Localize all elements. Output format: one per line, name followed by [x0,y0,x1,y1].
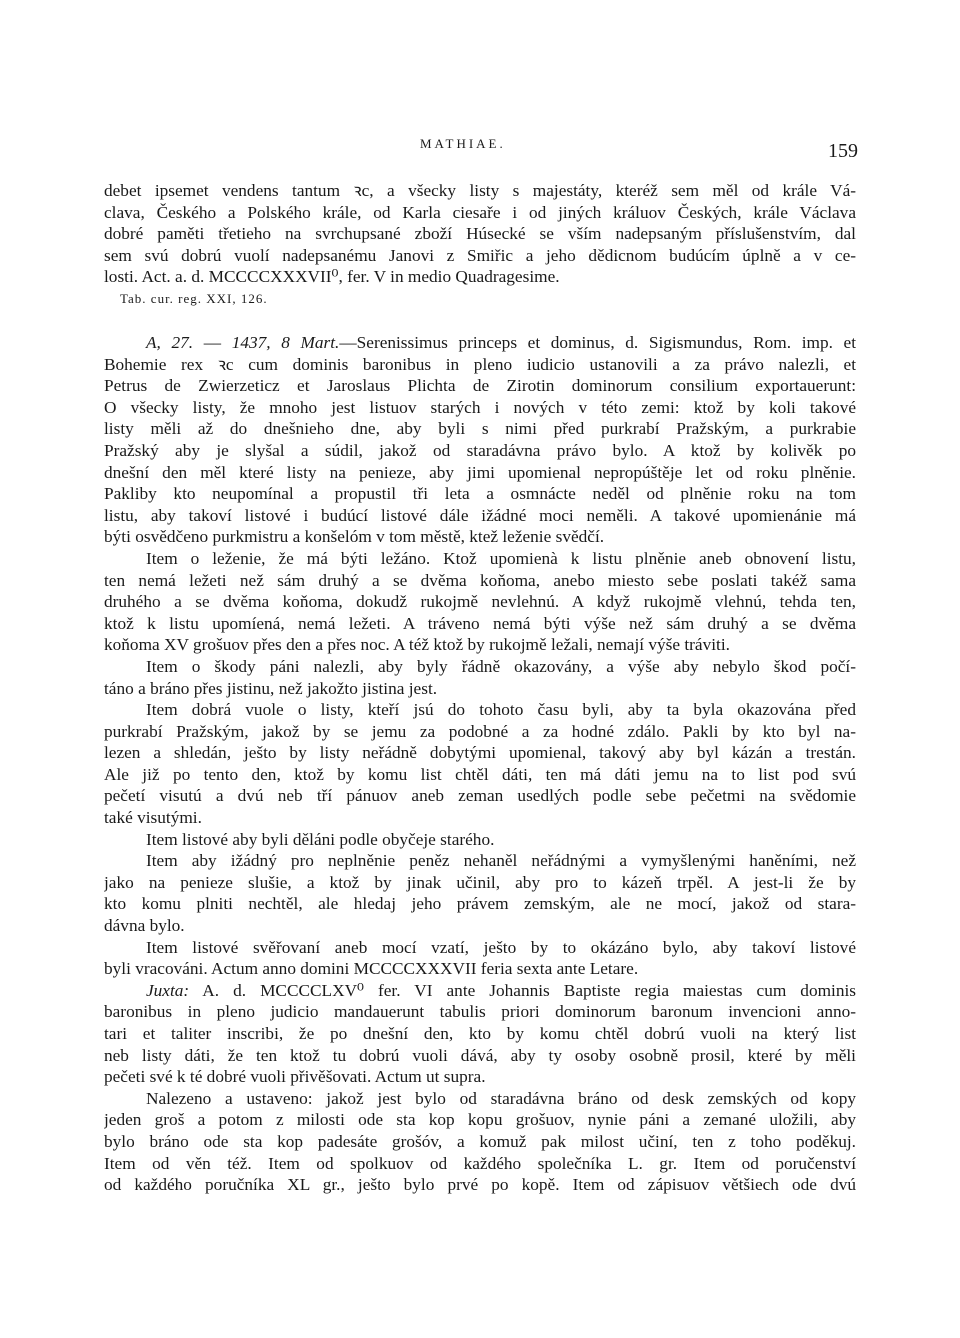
text-line: Bohemie rex ꝛc cum dominis baronibus in pleno iudicio ustanovili a za právo nalezli, et [104,354,856,374]
text-line: O všecky listy, že mnoho jest listuov starých i nových v této zemi: ktož by koli takové [104,397,856,417]
text-line: Petrus de Zwierzeticz et Jaroslaus Plichta de Zirotin dominorum consilium exportauerunt: [104,376,856,396]
text-line: pečeti své k té dobré vuoli přivěšovati. Actum ut supra. [104,1067,486,1087]
text-line: listy měli až do dnešnieho dne, aby byli s nimi před purkrabí Pražským, a purkrabie [104,419,856,439]
text-line: Ale již po tento den, ktož by komu list chtěl dáti, ten má dáti jemu na to list pod svú [104,764,856,784]
entry-a27 [104,332,856,1196]
text-line: Item o škody páni nalezli, aby byly řádně okazovány, a výše aby nebylo škod počí- [146,656,856,676]
text-line: dnešní den měl které listy na penieze, aby jimi upomienal nepropúštěje let od roku plněnie. [104,462,856,482]
text-line: lezen a shledán, ješto by listy neřádně dobytými upomienal, takový aby byl kázán a trestán. [104,743,856,763]
text-line: losti. Act. a. d. MCCCCXXXVII⁰, fer. V in medio Quadragesime. [104,267,560,287]
text-line: Pražský aby je slyšal a súdil, jakož od staradávna právo bylo. A ktož by kolivěk po [104,440,856,460]
text-line: bylo bráno ode sta kop padesáte grošóv, a komuž pak milost učiní, ten z toho poděkuj. [104,1131,856,1151]
text-line: tari et taliter inscribi, že po dnešní den, kto by komu chtěl dobrú vuoli na který list [104,1024,856,1043]
text-line: dobré paměti třetieho na svrchupsané zboží Húsecké se vším nadepsaným příslušenstvím, dal [104,224,856,244]
text-line: listu, aby takoví listové i budúcí listové dále ižádné moci neměli. A takové upomienánie má [104,505,856,525]
text-line: Item listové aby byli děláni podle obyčeje starého. [146,829,495,849]
text-line: také visutými. [104,808,202,828]
text-line: purkrabí Pražským, jakož by se jemu za podobné a za hodné zdálo. Pakli by kto byl na- [104,721,856,741]
source-reference: Tab. cur. reg. XXI, 126. [120,290,268,306]
text-line: byli vracováni. Actum anno domini MCCCCXXXVII feria sexta ante Letare. [104,959,639,979]
text-line: Item o leženie, že má býti ležáno. Ktož upomienà k listu plněnie aneb obnovení listu, [146,548,856,568]
juxta-label: Juxta: [146,980,190,1000]
text-line: kto komu plniti nechtěl, ale hledaj jeho právem zemským, ale ne mocí, jakož od stara- [104,894,856,914]
text-line: neb listy dáti, že ten ktož tu dobrú vuoli dává, aby ty osoby osobně prosil, které by měli [104,1045,856,1065]
entry-dash: — [193,333,232,352]
text-line: clava, Českého a Polského krále, od Karla ciesaře i od jiných králuov Českých, krále Václava [104,202,856,222]
juxta-text: A. d. MCCCCLXV⁰ fer. VI ante Johannis Baptiste regia maiestas cum dominis [202,980,856,1000]
juxta-line [104,980,856,1002]
text-line: táno a bráno přes jistinu, než jakožto jistina jest. [104,678,438,698]
text-line: Item aby ižádný pro neplněnie peněz nehaněl neřádnými a vymyšlenými haněními, než [146,851,856,871]
page-number: 159 [828,140,858,162]
running-head: MATHIAE. [420,136,506,151]
text-line: baronibus in pleno judicio mandauerunt tabulis priori dominorum baronum invencioni anno- [104,1002,856,1022]
text-line: od každého poručníka XL gr., ješto bylo prvé po kopě. Item od zápisuov většiech ode dvú [104,1175,856,1195]
text-line: Item dobrá vuole o listy, kteří jsú do tohoto času byli, aby ta byla okazována před [146,700,856,720]
entry-intro: —Serenissimus princeps et dominus, d. Sigismundus, Rom. imp. et [339,333,856,352]
text-line: debet ipsemet vendens tantum ꝛc, a všecky listy s majestáty, kteréž sem měl od krále Vá- [104,181,856,200]
text-line: Nalezeno a ustaveno: jakož jest bylo od staradávna bráno od desk zemských od kopy [146,1088,856,1108]
entry-date: 1437, 8 Mart. [231,333,340,352]
text-line: ktož k listu upomíená, nemá ležeti. A tráveno nemá býti výše než sám druhý a se dvěma [104,613,856,633]
previous-entry-conclusion [104,180,856,310]
entry-heading [104,332,856,354]
text-line: pečetí visutú a dvú neb tří pánuov aneb zeman usedlých podle sebe pečetmi na svědomie [104,786,856,806]
text-line: druhého a se dvěma koňoma, dokudž rukojmě nevlehnú. A když rukojmě vlehnú, tehda ten, [104,592,856,612]
text-line: jako na penieze slušie, a ktož by jinak učinil, aby pro to kázeň trpěl. A jest-li že by [104,872,856,892]
entry-number: A, 27. [146,333,194,352]
text-line: Item od věn též. Item od spolkuov od každého společníka L. gr. Item od poručenství [104,1153,856,1173]
text-line: sem svú dobrú vuolí nadepsanému Janovi z Smiřic a jeho dědicnom budúcím úplně a v ce- [104,245,856,265]
text-line: ten nemá ležeti než sám druhý a se dvěma koňoma, anebo miesto sebe poslati takéž sama [104,570,856,590]
text-line: Pakliby kto neupomínal a propustil tři leta a osmnácte neděl od plněnie roku na tom [104,484,856,504]
text-line: Item listové svěřovaní aneb mocí vzatí, ješto by to okázáno bylo, aby takoví listové [146,937,856,957]
text-line: jeden groš a potom z milosti ode sta kop kopu grošuov, nynie páni a zemané uložili, aby [104,1110,856,1130]
text-line: dávna bylo. [104,916,185,936]
text-line: koňoma XV grošuov přes den a přes noc. A též ktož by rukojmě ležali, nemají výše tráviti. [104,635,730,655]
text-line: býti osvědčeno purkmistru a konšelóm v tom městě, ktež leženie svědčí. [104,527,605,547]
